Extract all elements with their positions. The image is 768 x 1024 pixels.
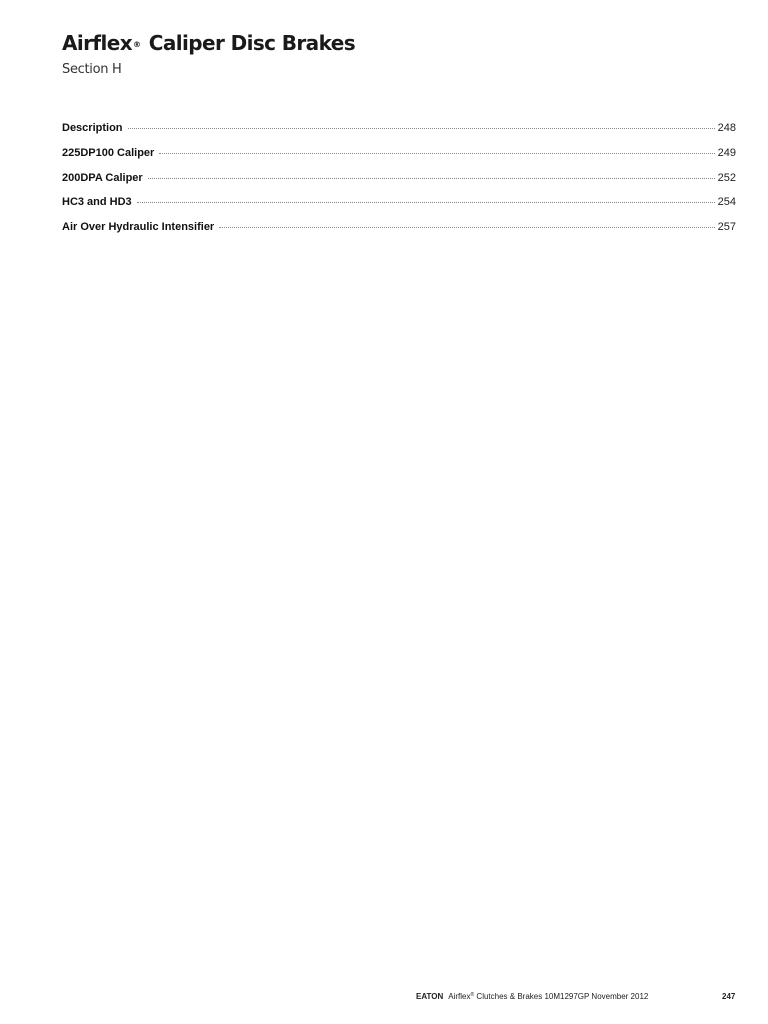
toc-entry-label: HC3 and HD3 xyxy=(62,196,132,209)
toc-entry-page: 257 xyxy=(717,221,736,234)
toc-entry-page: 249 xyxy=(717,146,736,159)
dot-leader xyxy=(128,128,715,129)
section-subtitle: Section H xyxy=(62,62,122,77)
footer-registered-mark: ® xyxy=(470,992,475,998)
toc-entry-page: 254 xyxy=(717,196,736,209)
registered-mark: ® xyxy=(133,40,141,49)
table-of-contents xyxy=(62,122,736,246)
footer-publication-info: Clutches & Brakes 10M1297GP November 2012 xyxy=(474,992,649,1001)
title-rest: Caliper Disc Brakes xyxy=(142,31,356,55)
dot-leader xyxy=(159,153,714,154)
toc-entry-label: 200DPA Caliper xyxy=(62,171,143,184)
toc-entry[interactable] xyxy=(62,122,736,147)
toc-entry[interactable] xyxy=(62,196,736,221)
page-footer xyxy=(416,992,648,1001)
toc-entry[interactable] xyxy=(62,172,736,197)
toc-entry[interactable] xyxy=(62,147,736,172)
page-title xyxy=(62,30,355,56)
page-header xyxy=(62,30,355,78)
toc-entry-page: 252 xyxy=(717,171,736,184)
toc-entry-label: Air Over Hydraulic Intensifier xyxy=(62,221,215,234)
toc-entry-page: 248 xyxy=(717,122,736,134)
dot-leader xyxy=(219,227,714,228)
footer-product: Airflex xyxy=(448,992,471,1001)
title-brand: Airflex xyxy=(62,31,133,55)
page-number: 247 xyxy=(722,992,736,1001)
toc-entry[interactable] xyxy=(62,221,736,246)
toc-entry-label: 225DP100 Caliper xyxy=(62,146,155,159)
dot-leader xyxy=(148,178,715,179)
toc-entry-label: Description xyxy=(62,122,123,134)
dot-leader xyxy=(137,202,715,203)
footer-brand: EATON xyxy=(416,992,444,1001)
